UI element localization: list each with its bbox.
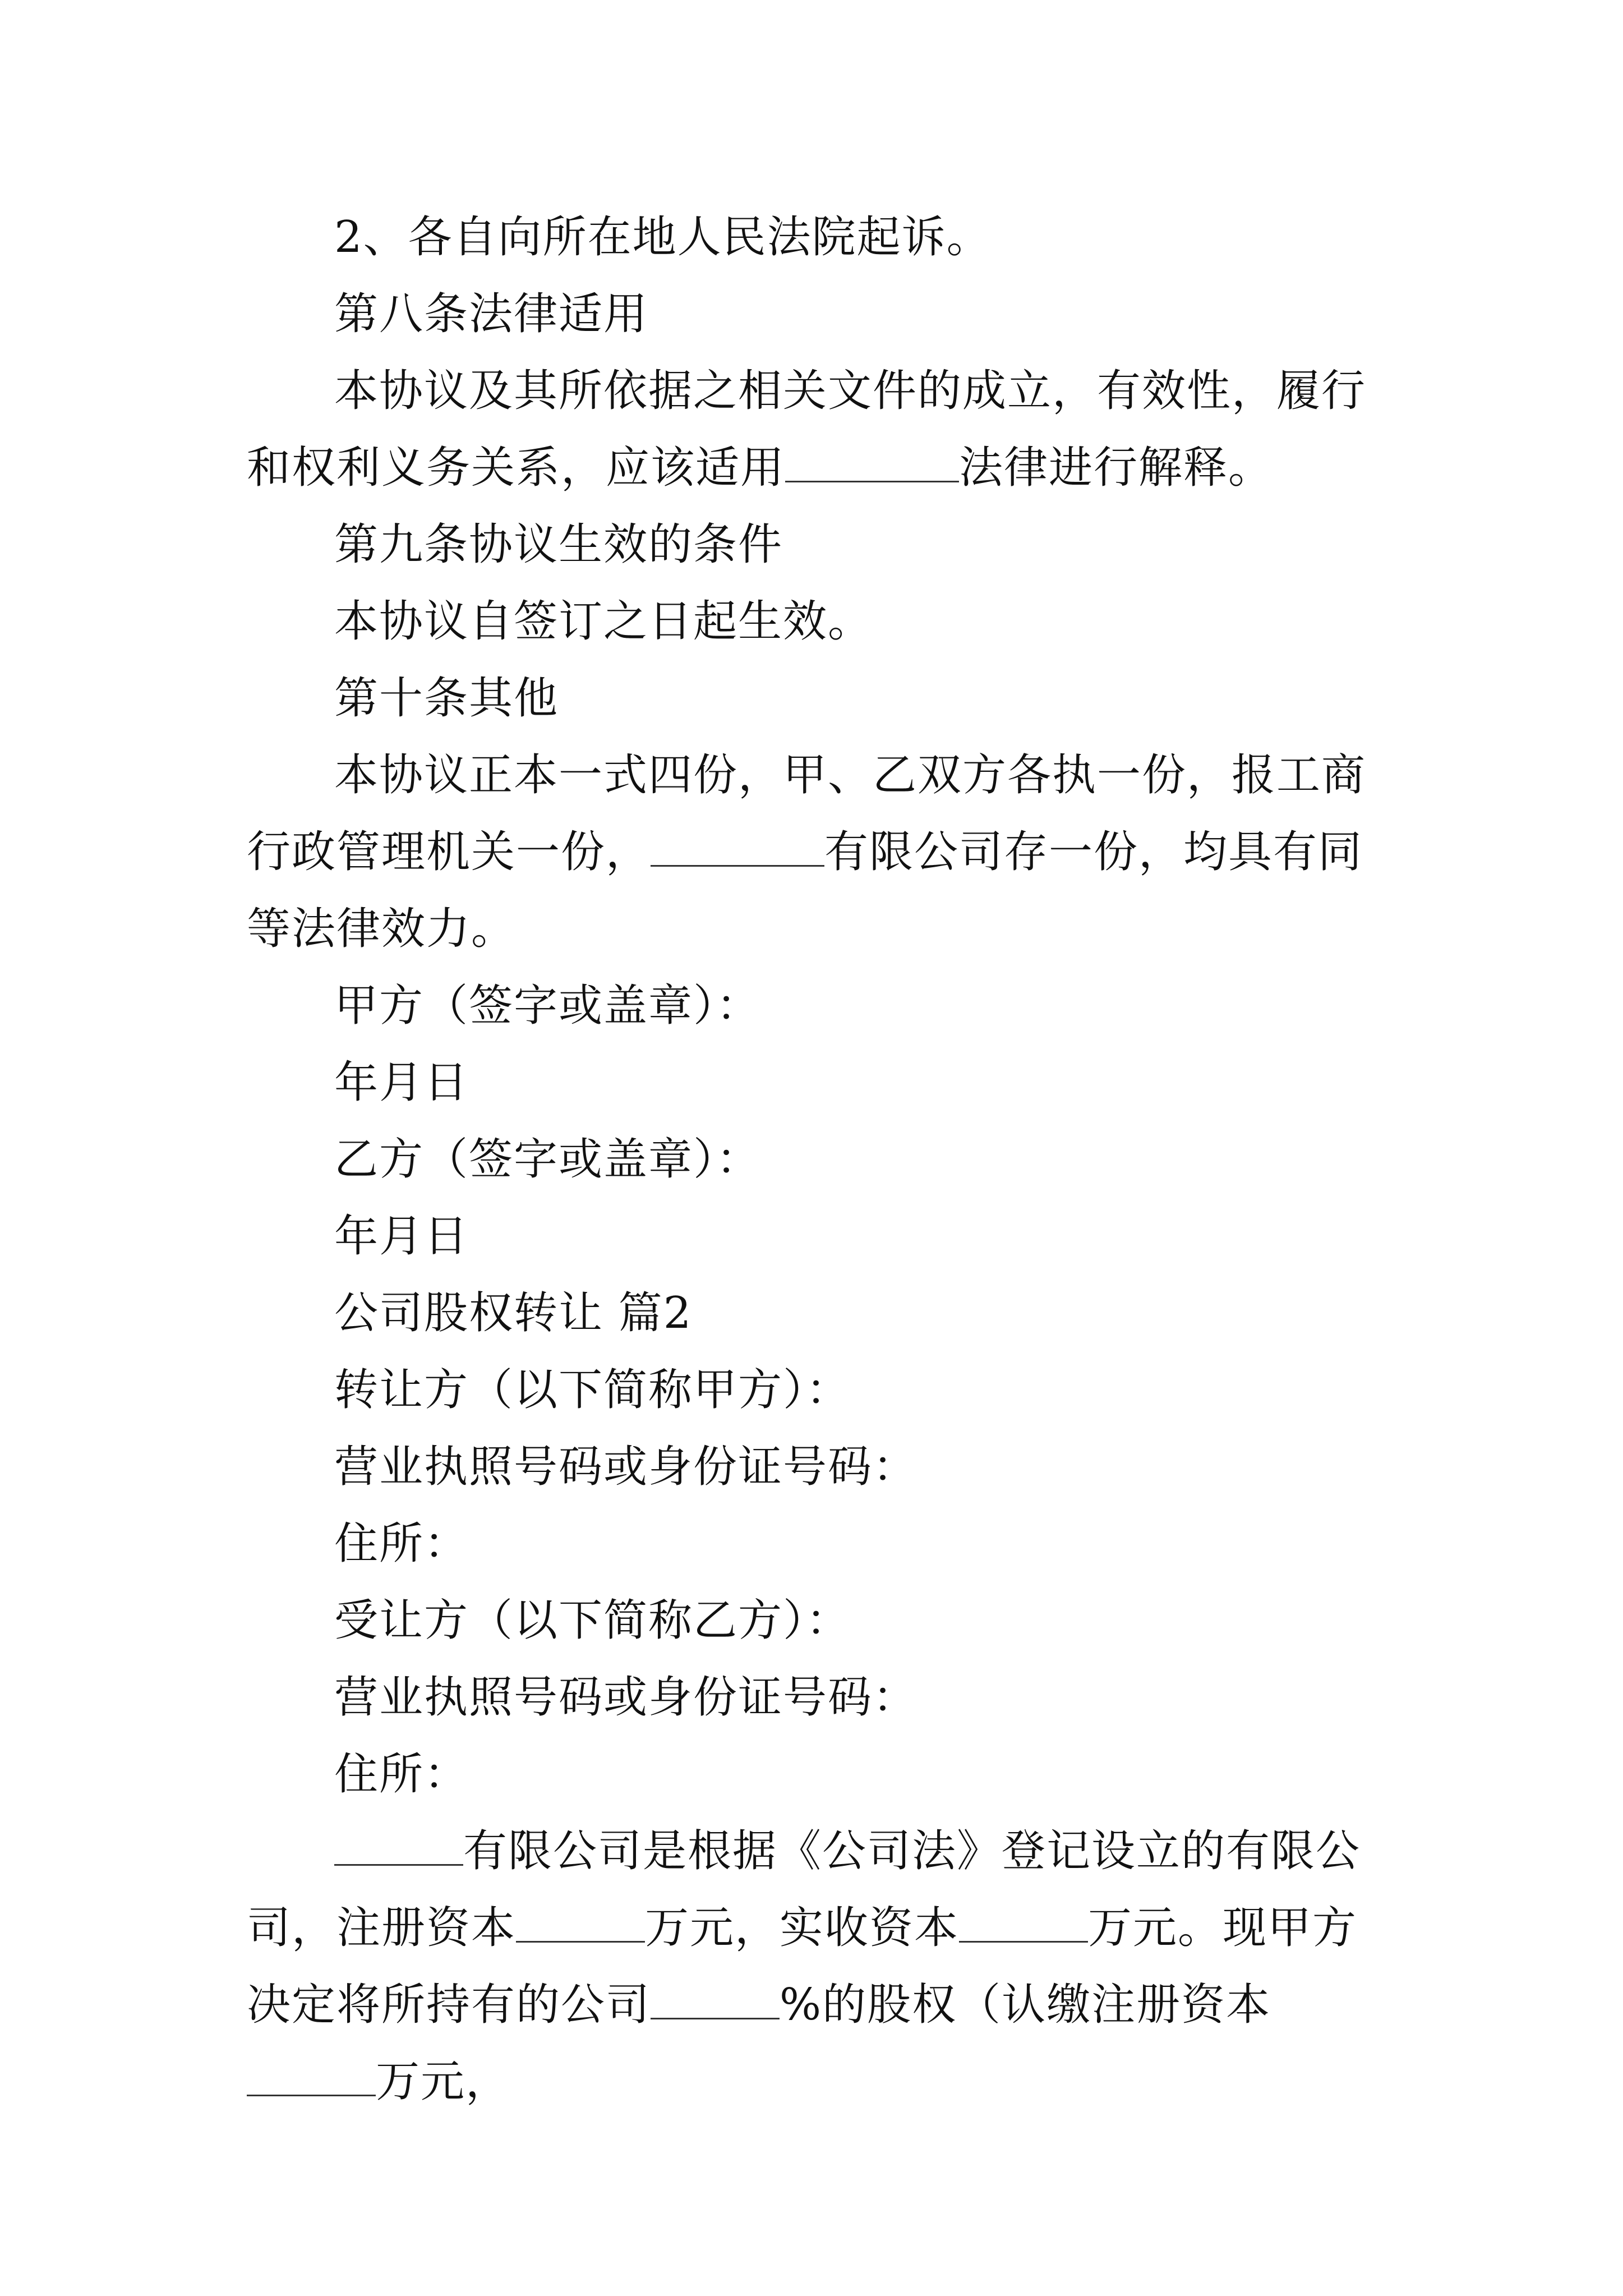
fill-blank xyxy=(651,1983,780,2019)
fill-blank xyxy=(785,446,959,482)
transferee-id-line: 营业执照号码或身份证号码： xyxy=(334,1672,918,1723)
party-b-signature: 乙方（签字或盖章）： xyxy=(334,1134,762,1185)
paragraph-governing-law: 本协议及其所依据之相关文件的成立，有效性，履行和权利义务关系，应该适用 法律进行解释。 xyxy=(247,366,1367,493)
party-a-date: 年月日 xyxy=(334,1057,469,1108)
paragraph-copies: 本协议正本一式四份，甲、乙双方各执一份，报工商行政管理机关一份， 有限公司存一份，均具有同等法律效力。 xyxy=(247,750,1367,954)
document-body xyxy=(247,199,1396,2120)
paragraph-effective-date: 本协议自签订之日起生效。 xyxy=(334,596,873,647)
fill-blank xyxy=(247,2060,376,2096)
party-a-signature: 甲方（签字或盖章）： xyxy=(334,981,762,1031)
transferee-line: 受让方（以下简称乙方）： xyxy=(334,1595,851,1646)
fill-blank xyxy=(959,1906,1088,1943)
transferor-address-line: 住所： xyxy=(334,1519,469,1569)
heading-article-9: 第九条协议生效的条件 xyxy=(334,519,783,570)
section-title: 公司股权转让 篇2 xyxy=(334,1288,693,1338)
fill-blank xyxy=(516,1906,645,1943)
paragraph-company-capital: 有限公司是根据《公司法》登记设立的有限公司，注册资本 万元，实收资本 万元。现甲方决定将所持有的公司 %的股权（认缴注册资本万元， xyxy=(247,1826,1361,2107)
heading-article-8: 第八条法律适用 xyxy=(334,289,649,339)
party-b-date: 年月日 xyxy=(334,1211,469,1262)
paragraph-dispute-option-2: 2、各自向所在地人民法院起诉。 xyxy=(334,212,992,263)
transferor-line: 转让方（以下简称甲方）： xyxy=(334,1365,851,1415)
transferor-id-line: 营业执照号码或身份证号码： xyxy=(334,1442,918,1492)
fill-blank xyxy=(334,1829,463,1866)
fill-blank xyxy=(651,830,824,867)
heading-article-10: 第十条其他 xyxy=(334,673,559,724)
transferee-address-line: 住所： xyxy=(334,1749,469,1800)
